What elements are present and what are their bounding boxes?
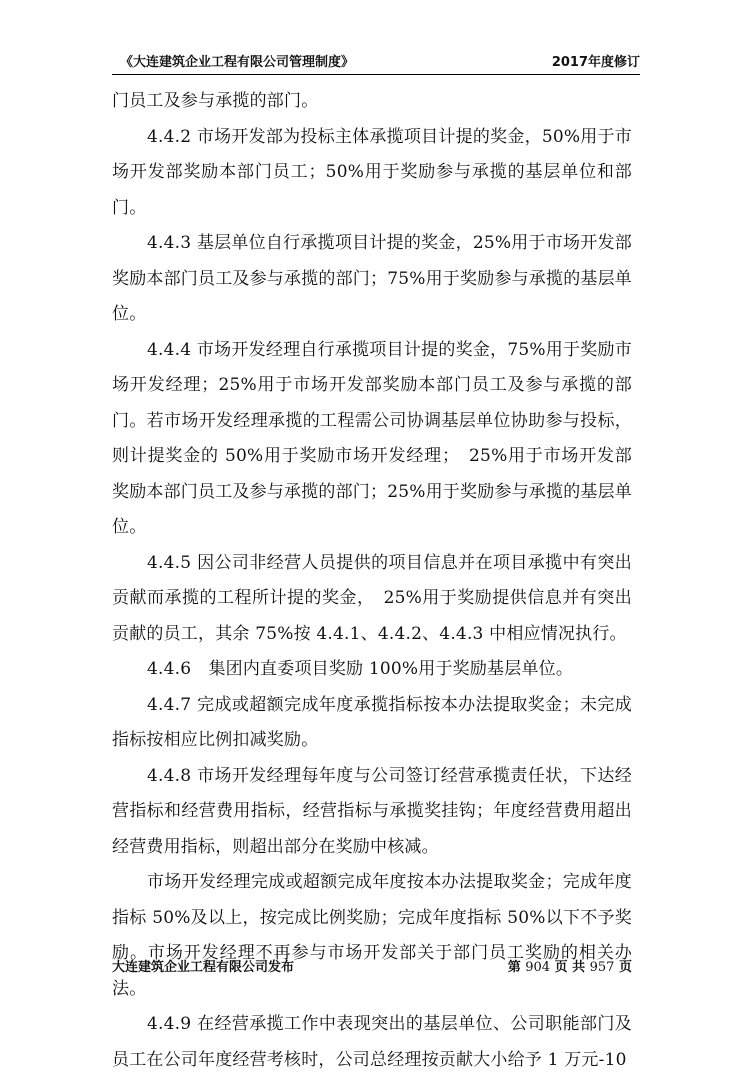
paragraph-4-4-3: 4.4.3 基层单位自行承揽项目计提的奖金，25%用于市场开发部奖励本部门员工及参与承揽的部门；75%用于奖励参与承揽的基层单位。 xyxy=(112,233,632,324)
publisher-label: 大连建筑企业工程有限公司发布 xyxy=(112,960,295,975)
total-pages: 957 xyxy=(589,960,615,975)
paragraph-4-4-5: 4.4.5 因公司非经营人员提供的项目信息并在项目承揽中有突出贡献而承揽的工程所计提的奖金， 25%用于奖励提供信息并有突出贡献的员工，其余 75%按 4.4.1、4.4.2、4.4.3 中相应情况执行。 xyxy=(112,552,632,644)
page-header xyxy=(112,48,640,75)
paragraph-4-4-2: 4.4.2 市场开发部为投标主体承揽项目计提的奖金，50%用于市场开发部奖励本部门员工；50%用于奖励参与承揽的基层单位和部门。 xyxy=(112,126,632,218)
paragraph-4-4-8: 4.4.8 市场开发经理每年度与公司签订经营承揽责任状，下达经营指标和经营费用指标，经营指标与承揽奖挂钩；年度经营费用超出经营费用指标，则超出部分在奖励中核减。 xyxy=(112,765,632,857)
paragraph-continuation: 门员工及参与承揽的部门。 xyxy=(112,91,319,111)
paragraph-4-4-9: 4.4.9 在经营承揽工作中表现突出的基层单位、公司职能部门及员工在公司年度经营考核时，公司总经理按贡献大小给予 1 万元-10 xyxy=(112,1014,632,1070)
document-title: 《大连建筑企业工程有限公司管理制度》 xyxy=(120,55,355,70)
document-body xyxy=(112,84,632,1078)
paragraph-4-4-7: 4.4.7 完成或超额完成年度承揽指标按本办法提取奖金；未完成指标按相应比例扣减奖励。 xyxy=(112,694,632,750)
paragraph-4-4-4: 4.4.4 市场开发经理自行承揽项目计提的奖金，75%用于奖励市场开发经理；25%用于市场开发部奖励本部门员工及参与承揽的部门。若市场开发经理承揽的工程需公司协调基层单位协助参与投标，则计提奖金的 50%用于奖励市场开发经理； 25%用于市场开发部奖励本部门员工及参与承揽的部门；25%用于奖励参与承揽的基层单位。 xyxy=(112,339,632,537)
current-page: 904 xyxy=(525,960,551,975)
page-number xyxy=(508,956,632,975)
page-footer xyxy=(112,956,640,976)
paragraph-manager-bonus: 市场开发经理完成或超额完成年度按本办法提取奖金；完成年度指标 50%及以上，按完成比例奖励；完成年度指标 50%以下不予奖励。市场开发经理不再参与市场开发部关于部门员工奖励的相关办法。 xyxy=(112,872,632,999)
page-middle: 页 共 xyxy=(550,960,590,975)
page-prefix: 第 xyxy=(507,960,526,975)
paragraph-4-4-6: 4.4.6 集团内直委项目奖励 100%用于奖励基层单位。 xyxy=(147,659,574,679)
revision-label: 2017年度修订 xyxy=(551,55,640,70)
page-suffix: 页 xyxy=(614,960,632,975)
